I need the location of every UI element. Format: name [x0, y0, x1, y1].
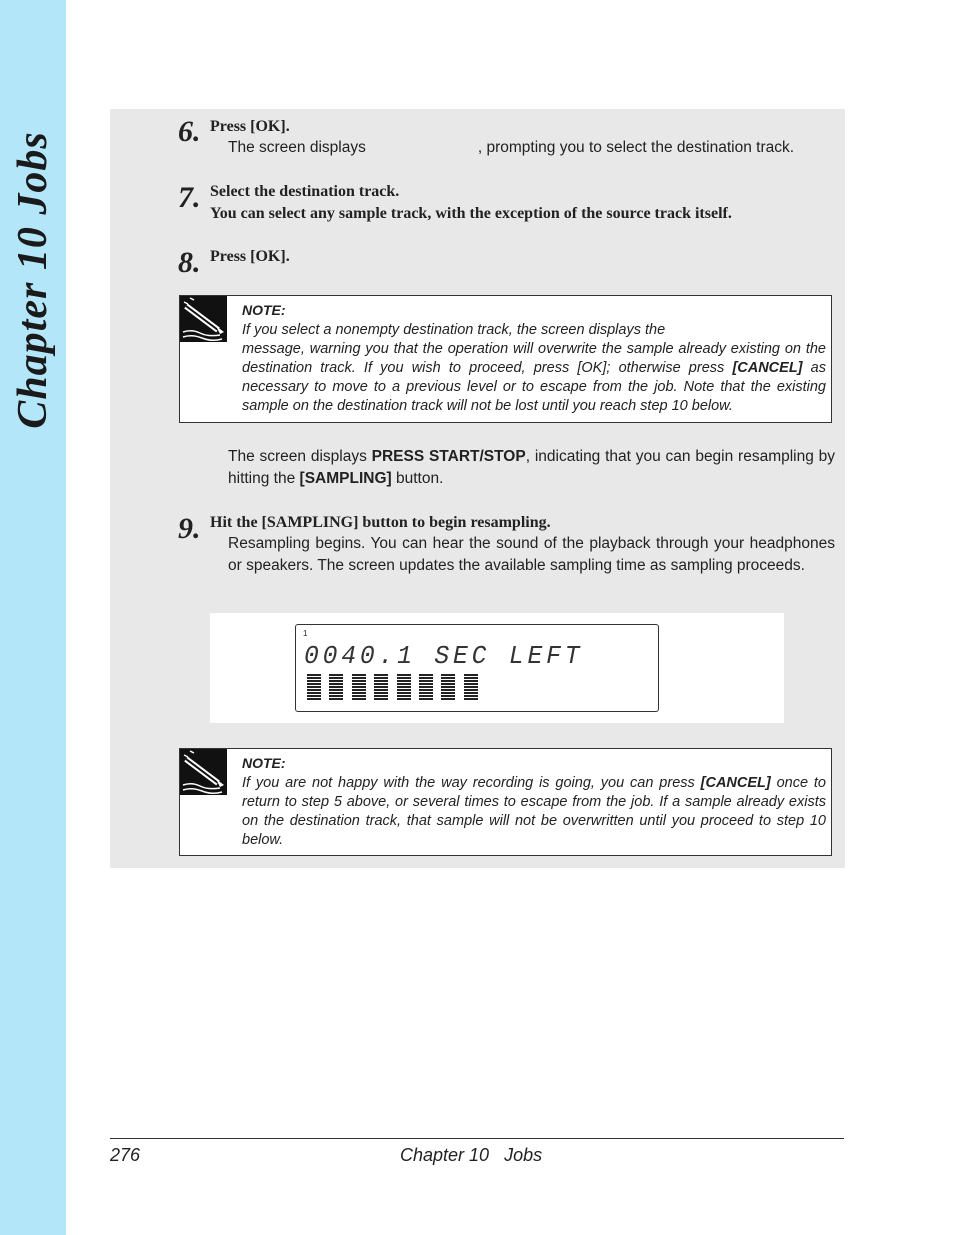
step-9-heading: Hit the [SAMPLING] button to begin resampling.: [210, 514, 551, 531]
step-7-subheading: You can select any sample track, with the exception of the source track itself.: [210, 205, 732, 222]
note-cancel-key: [CANCEL]: [732, 360, 803, 376]
pencil-note-icon: [180, 749, 227, 795]
note-label: NOTE:: [242, 755, 286, 771]
press-start-stop-label: PRESS START/STOP: [371, 448, 526, 465]
note2-cancel-key: [CANCEL]: [700, 775, 771, 791]
lcd-meter-bar: [307, 674, 321, 701]
pencil-note-icon-graphic: [180, 749, 227, 795]
lcd-illustration: [210, 613, 784, 723]
lcd-meter-bar: [352, 674, 366, 701]
note-box-cancel: [179, 748, 832, 856]
note-box-overwrite: [179, 295, 832, 423]
lcd-meter-bar: [374, 674, 388, 701]
step-6-text-after: , prompting you to select the destination track.: [477, 139, 795, 156]
note-text-part3: as necessary to move to a previous level or to escape from the job. Note that the existing sample on the destination track will not be lost until you reach step 10 below.: [242, 360, 827, 414]
note-label: NOTE:: [242, 302, 286, 318]
step-9-text: Resampling begins. You can hear the sound of the playback through your headphones or speakers. The screen updates the available sampling time as sampling proceeds.: [228, 535, 835, 574]
lcd-meter-bar: [419, 674, 433, 701]
step-7-heading: Select the destination track.: [210, 183, 400, 200]
step-6-text: [228, 137, 835, 159]
press-start-paragraph: [228, 446, 835, 490]
lcd-meter-bar: [464, 674, 478, 701]
step-8-number: 8.: [178, 246, 201, 279]
sampling-button-label: [SAMPLING]: [299, 470, 392, 487]
lcd-meter-bar: [329, 674, 343, 701]
step-6-number: 6.: [178, 115, 201, 148]
footer-chapter-title: Chapter 10 Jobs: [400, 1145, 543, 1165]
note2-text-2: once to return to step 5 above, or several times to escape from the job. If a sample already exists on the destination track, that sample will not be overwritten until you proceed to step 10 below.: [242, 775, 826, 848]
note-text: [242, 774, 826, 850]
note-text-part2: message, warning you that the operation will overwrite the sample already existing on the destination track. If you wish to proceed, press [OK]; otherwise press: [242, 341, 826, 376]
step-8-heading: Press [OK].: [210, 248, 290, 265]
footer-rule: [110, 1138, 844, 1139]
lcd-meter-bar: [397, 674, 411, 701]
step-7-number: 7.: [178, 181, 201, 214]
lcd-screen: [295, 624, 659, 712]
lcd-time-readout: 0040.1 SEC LEFT: [304, 641, 584, 671]
press-start-text-3: button.: [391, 470, 444, 487]
pencil-note-icon-graphic: [180, 296, 227, 342]
page-number: 276: [110, 1145, 141, 1165]
press-start-text-2: , indicating that you can begin resampling by hitting the: [228, 448, 836, 487]
lcd-track-index: 1: [303, 629, 308, 638]
note2-text-1: If you are not happy with the way recording is going, you can press: [242, 775, 701, 791]
step-6-text-before: The screen displays: [228, 139, 366, 156]
note-text: [242, 321, 826, 416]
chapter-side-tab: [0, 0, 66, 1235]
press-start-text-1: The screen displays: [228, 448, 372, 465]
note-text-line1: If you select a nonempty destination track, the screen displays the: [242, 322, 666, 338]
step-6-heading: Press [OK].: [210, 118, 290, 135]
side-tab-title: Chapter 10 Jobs: [10, 131, 56, 429]
step-9-number: 9.: [178, 512, 201, 545]
lcd-meter-bar: [441, 674, 455, 701]
pencil-note-icon: [180, 296, 227, 342]
